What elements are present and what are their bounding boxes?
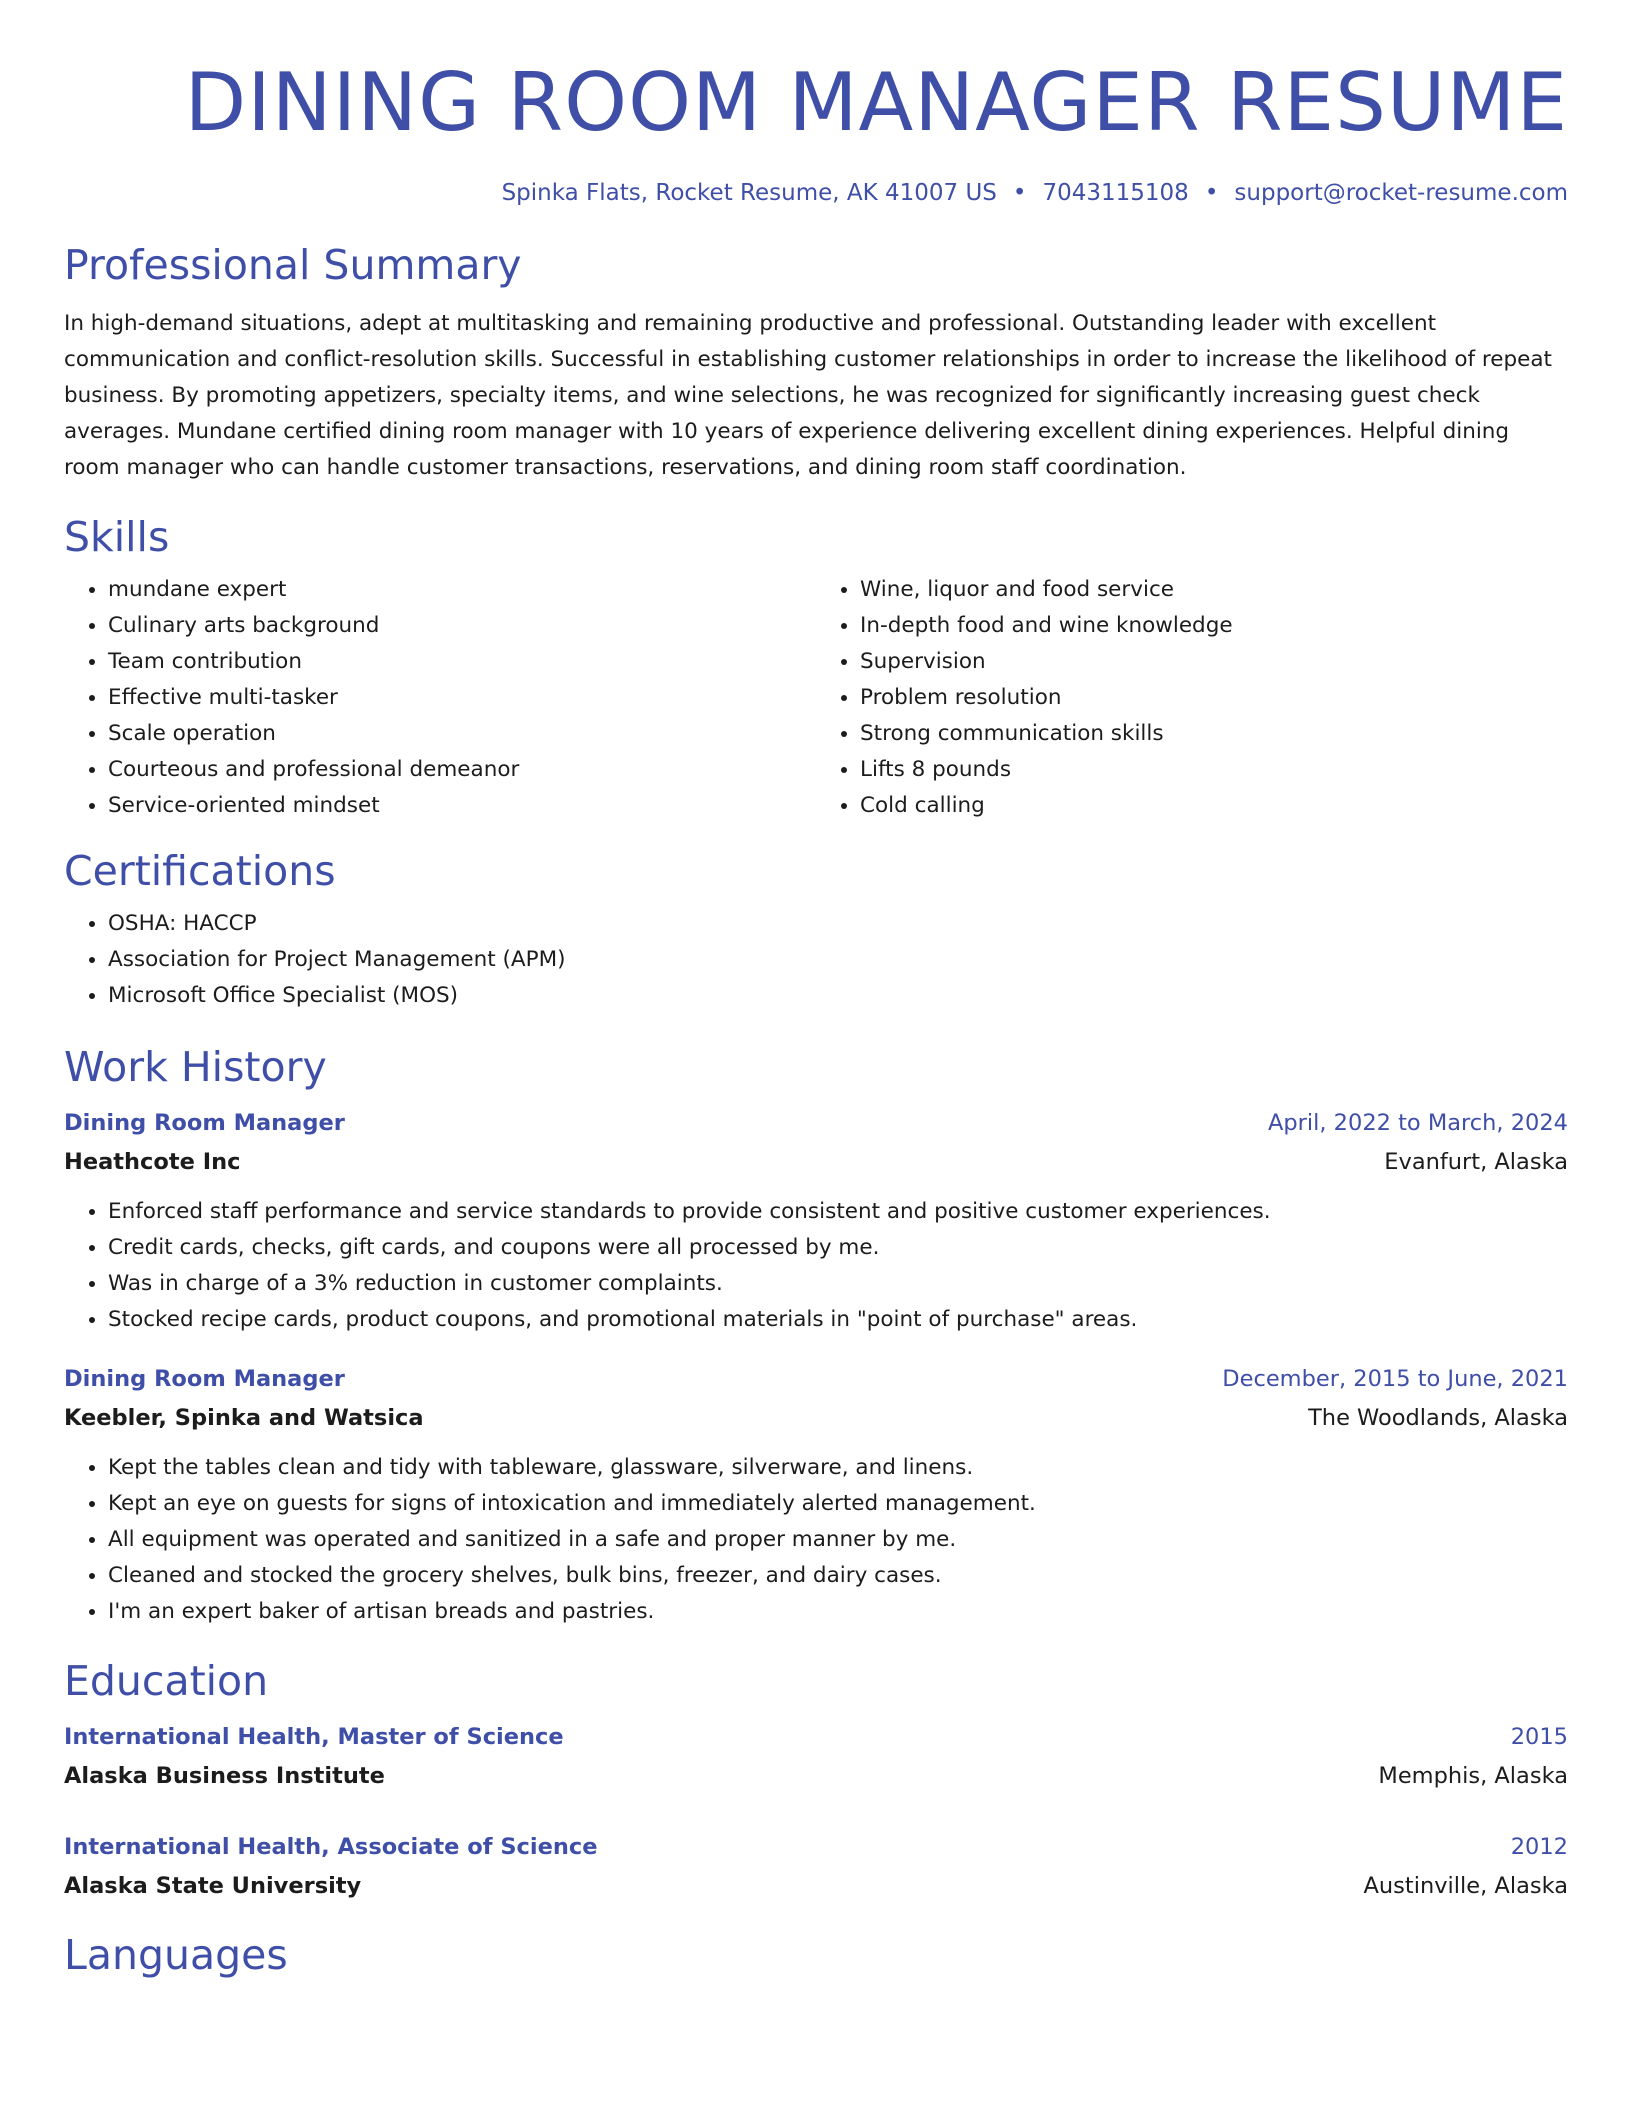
job-title: Dining Room Manager — [64, 1110, 345, 1136]
job-bullet: • I'm an expert baker of artisan breads and pastries. — [108, 1594, 1568, 1630]
job-entry — [64, 1360, 1568, 1630]
contact-address: Spinka Flats, Rocket Resume, AK 41007 US — [501, 180, 997, 206]
education-header-row — [64, 1828, 1568, 1866]
skill-item: • Team contribution — [108, 644, 816, 680]
skills-columns — [64, 572, 1568, 824]
job-bullet: • Credit cards, checks, gift cards, and coupons were all processed by me. — [108, 1230, 1568, 1266]
job-bullet: • Stocked recipe cards, product coupons, and promotional materials in "point of purchase" areas. — [108, 1302, 1568, 1338]
job-company: Heathcote Inc — [64, 1149, 241, 1175]
resume-title: DINING ROOM MANAGER RESUME — [184, 56, 1568, 149]
certification-item: • Microsoft Office Specialist (MOS) — [108, 978, 1568, 1014]
education-degree: International Health, Master of Science — [64, 1724, 564, 1750]
skill-item: • Courteous and professional demeanor — [108, 752, 816, 788]
job-company-row — [64, 1142, 1568, 1182]
job-dates: December, 2015 to June, 2021 — [1222, 1366, 1568, 1392]
job-location: Evanfurt, Alaska — [1384, 1149, 1568, 1175]
job-company-row — [64, 1398, 1568, 1438]
skill-item: • mundane expert — [108, 572, 816, 608]
skill-item: • Scale operation — [108, 716, 816, 752]
contact-separator: • — [1012, 180, 1027, 206]
education-school: Alaska State University — [64, 1873, 362, 1899]
job-bullets — [64, 1194, 1568, 1338]
education-header-row — [64, 1718, 1568, 1756]
work-history-section — [64, 1042, 1568, 1630]
certifications-section — [64, 846, 1568, 1014]
skills-list-left — [64, 572, 816, 824]
skill-item: • Wine, liquor and food service — [860, 572, 1568, 608]
education-school-row — [64, 1866, 1568, 1906]
education-section — [64, 1656, 1568, 1906]
contact-separator: • — [1204, 180, 1219, 206]
skills-heading: Skills — [64, 513, 170, 561]
certifications-heading: Certifications — [64, 847, 336, 895]
education-degree: International Health, Associate of Science — [64, 1834, 598, 1860]
education-year: 2012 — [1510, 1834, 1568, 1860]
contact-phone: 7043115108 — [1042, 180, 1189, 206]
certification-item: • OSHA: HACCP — [108, 906, 1568, 942]
education-school-row — [64, 1756, 1568, 1796]
education-entry — [64, 1828, 1568, 1906]
summary-heading: Professional Summary — [64, 241, 522, 289]
languages-heading: Languages — [64, 1931, 288, 1979]
skill-item: • Strong communication skills — [860, 716, 1568, 752]
job-entry — [64, 1104, 1568, 1338]
job-header-row — [64, 1360, 1568, 1398]
job-bullet: • Cleaned and stocked the grocery shelves, bulk bins, freezer, and dairy cases. — [108, 1558, 1568, 1594]
skill-item: • Cold calling — [860, 788, 1568, 824]
skill-item: • In-depth food and wine knowledge — [860, 608, 1568, 644]
summary-section — [64, 240, 1568, 486]
job-bullet: • Kept the tables clean and tidy with tableware, glassware, silverware, and linens. — [108, 1450, 1568, 1486]
education-school: Alaska Business Institute — [64, 1763, 385, 1789]
job-bullet: • Enforced staff performance and service standards to provide consistent and positive customer experiences. — [108, 1194, 1568, 1230]
skill-item: • Problem resolution — [860, 680, 1568, 716]
education-entry — [64, 1718, 1568, 1796]
job-bullet: • Was in charge of a 3% reduction in customer complaints. — [108, 1266, 1568, 1302]
certifications-list — [64, 906, 1568, 1014]
job-bullet: • All equipment was operated and sanitized in a safe and proper manner by me. — [108, 1522, 1568, 1558]
job-bullet: • Kept an eye on guests for signs of intoxication and immediately alerted management. — [108, 1486, 1568, 1522]
job-company: Keebler, Spinka and Watsica — [64, 1405, 424, 1431]
skill-item: • Lifts 8 pounds — [860, 752, 1568, 788]
education-heading: Education — [64, 1657, 269, 1705]
skills-section — [64, 512, 1568, 824]
work-history-heading: Work History — [64, 1043, 327, 1091]
skill-item: • Service-oriented mindset — [108, 788, 816, 824]
education-year: 2015 — [1510, 1724, 1568, 1750]
summary-text: In high-demand situations, adept at multitasking and remaining productive and professional. Outstanding leader with excellent communication and conflict-resolution skills. Successful in establishing customer relationships in order to increase the likelihood of repeat business. By promoting appetizers, specialty items, and wine selections, he was recognized for significantly increasing guest check averages. Mundane certified dining room manager with 10 years of experience delivering excellent dining experiences. Helpful dining room manager who can handle customer transactions, reservations, and dining room staff coordination. — [64, 311, 1552, 480]
contact-email: support@rocket-resume.com — [1234, 180, 1568, 206]
certification-item: • Association for Project Management (APM) — [108, 942, 1568, 978]
job-dates: April, 2022 to March, 2024 — [1267, 1110, 1568, 1136]
job-header-row — [64, 1104, 1568, 1142]
job-title: Dining Room Manager — [64, 1366, 345, 1392]
skill-item: • Effective multi-tasker — [108, 680, 816, 716]
contact-line — [64, 176, 1568, 210]
skill-item: • Culinary arts background — [108, 608, 816, 644]
languages-section — [64, 1930, 1568, 1980]
education-location: Memphis, Alaska — [1378, 1763, 1568, 1789]
skill-item: • Supervision — [860, 644, 1568, 680]
education-location: Austinville, Alaska — [1363, 1873, 1568, 1899]
job-location: The Woodlands, Alaska — [1308, 1405, 1568, 1431]
skills-list-right — [816, 572, 1568, 824]
job-bullets — [64, 1450, 1568, 1630]
